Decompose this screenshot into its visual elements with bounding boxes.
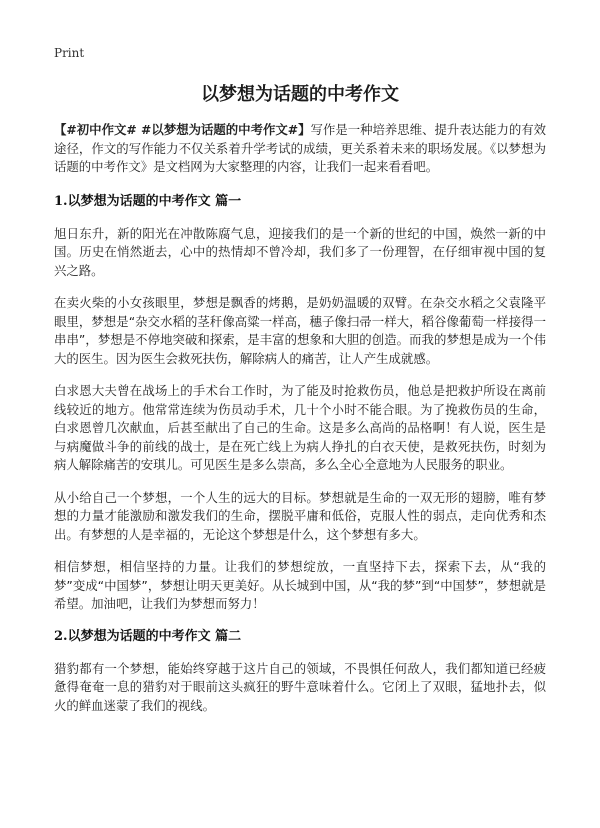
print-link[interactable]: Print — [54, 46, 85, 60]
page-title: 以梦想为话题的中考作文 — [201, 84, 399, 105]
section-heading-1: 1.以梦想为话题的中考作文 篇一 — [54, 193, 242, 209]
intro-tags: 【#初中作文# #以梦想为话题的中考作文#】 — [54, 122, 311, 137]
section-heading-2: 2.以梦想为话题的中考作文 篇二 — [54, 628, 242, 644]
intro-text: 写作是一种培养思维、提升表达能力的有效途径，作文的写作能力不仅关系着升学考试的成绩，更关系着未来的职场发展。《以梦想为话题的中考作文》是文档网为大家整理的内容，让我们一起来看看吧。 — [54, 122, 547, 174]
section-1-paragraph-4: 从小给自己一个梦想，一个人生的远大的目标。梦想就是生命的一双无形的翅膀，唯有梦想的力量才能激励和激发我们的生命，摆脱平庸和低俗，克服人性的弱点，走向优秀和杰出。有梦想的人是幸福的，无论这个梦想是什么，这个梦想有多大。 — [54, 489, 546, 542]
section-1-paragraph-3: 白求恩大夫曾在战场上的手术台工作时，为了能及时抢救伤员，他总是把救护所设在离前线较近的地方。他常常连续为伤员动手术，几十个小时不能合眼。为了挽救伤员的生命，白求恩曾几次献血，后甚至献出了自己的生命。这是多么高尚的品格啊！有人说，医生是与病魔做斗争的前线的战士，是在死亡线上为病人挣扎的白衣天使，是救死扶伤，时刻为病人解除痛苦的安琪儿。可见医生是多么崇高，多么全心全意地为人民服务的职业。 — [54, 383, 546, 472]
section-1-paragraph-2: 在卖火柴的小女孩眼里，梦想是飘香的烤鹅，是奶奶温暖的双臂。在杂交水稻之父袁隆平眼里，梦想是“杂交水稻的茎秆像高粱一样高，穗子像扫帚一样大，稻谷像葡萄一样接得一串串”，梦想是不停地突破和探索，是丰富的想象和大胆的创造。而我的梦想是成为一个伟大的医生。因为医生会救死扶伤，解除病人的痛苦，让人产生成就感。 — [54, 295, 546, 366]
section-1-paragraph-5: 相信梦想，相信坚持的力量。让我们的梦想绽放，一直坚持下去，探索下去，从“我的梦”变成“中国梦”，梦想让明天更美好。从长城到中国，从“我的梦”到“中国梦”，梦想就是希望。加油吧，让我们为梦想而努力！ — [54, 559, 546, 611]
section-2-paragraph-1: 猎豹都有一个梦想，能始终穿越于这片自己的领域，不畏惧任何敌人，我们都知道已经疲惫得奄奄一息的猎豹对于眼前这头疯狂的野牛意味着什么。它闭上了双眼，猛地扑去，似火的鲜血迷蒙了我们的视线。 — [54, 660, 546, 713]
section-1-paragraph-1: 旭日东升，新的阳光在冲散陈腐气息，迎接我们的是一个新的世纪的中国，焕然一新的中国。历史在悄然逝去，心中的热情却不曾冷却，我们多了一份理智，在仔细审视中国的复兴之路。 — [54, 225, 546, 278]
intro-paragraph — [54, 121, 546, 177]
